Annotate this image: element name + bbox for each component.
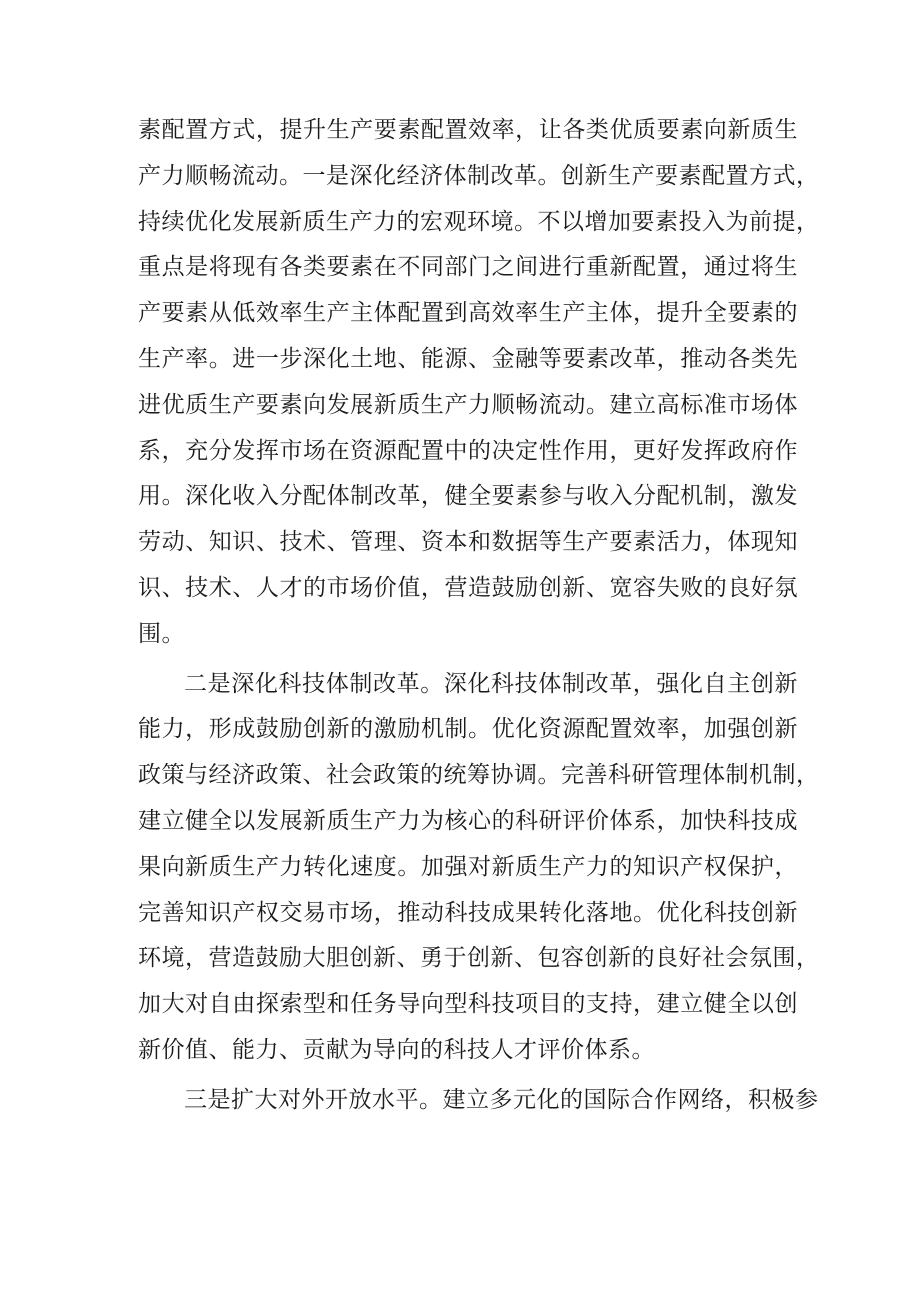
text-line: 劳动、知识、技术、管理、资本和数据等生产要素活力，体现知 — [138, 529, 798, 556]
text-line: 果向新质生产力转化速度。加强对新质生产力的知识产权保护， — [138, 853, 798, 880]
text-line: 新价值、能力、贡献为导向的科技人才评价体系。 — [138, 1036, 655, 1063]
text-line: 识、技术、人才的市场价值，营造鼓励创新、宽容失败的良好氛 — [138, 574, 798, 601]
text-line: 三是扩大对外开放水平。建立多元化的国际合作网络，积极参 — [184, 1086, 819, 1113]
text-line: 完善知识产权交易市场，推动科技成果转化落地。优化科技创新 — [138, 899, 798, 926]
text-line: 重点是将现有各类要素在不同部门之间进行重新配置，通过将生 — [138, 254, 798, 281]
text-line: 素配置方式，提升生产要素配置效率，让各类优质要素向新质生 — [138, 117, 798, 143]
text-line: 持续优化发展新质生产力的宏观环境。不以增加要素投入为前提， — [138, 208, 820, 235]
paragraph-1 — [138, 108, 820, 658]
text-line: 能力，形成鼓励创新的激励机制。优化资源配置效率，加强创新 — [138, 716, 798, 743]
text-line: 进优质生产要素向发展新质生产力顺畅流动。建立高标准市场体 — [138, 391, 798, 418]
paragraph-2 — [138, 662, 820, 1074]
text-line: 产要素从低效率生产主体配置到高效率生产主体，提升全要素的 — [138, 300, 798, 327]
text-line: 生产率。进一步深化土地、能源、金融等要素改革，推动各类先 — [138, 345, 798, 372]
text-line: 用。深化收入分配体制改革，健全要素参与收入分配机制，激发 — [138, 483, 798, 510]
text-line: 政策与经济政策、社会政策的统筹协调。完善科研管理体制机制， — [138, 762, 820, 789]
text-line: 产力顺畅流动。一是深化经济体制改革。创新生产要素配置方式， — [138, 162, 820, 189]
text-line: 围。 — [138, 620, 185, 647]
text-line: 建立健全以发展新质生产力为核心的科研评价体系，加快科技成 — [138, 807, 798, 834]
text-line: 加大对自由探索型和任务导向型科技项目的支持，建立健全以创 — [138, 991, 798, 1018]
text-line: 环境，营造鼓励大胆创新、勇于创新、包容创新的良好社会氛围， — [138, 945, 820, 972]
document-body — [138, 108, 820, 1124]
paragraph-3 — [138, 1078, 819, 1124]
text-line: 二是深化科技体制改革。深化科技体制改革，强化自主创新 — [184, 670, 798, 697]
text-line: 系，充分发挥市场在资源配置中的决定性作用，更好发挥政府作 — [138, 437, 798, 464]
